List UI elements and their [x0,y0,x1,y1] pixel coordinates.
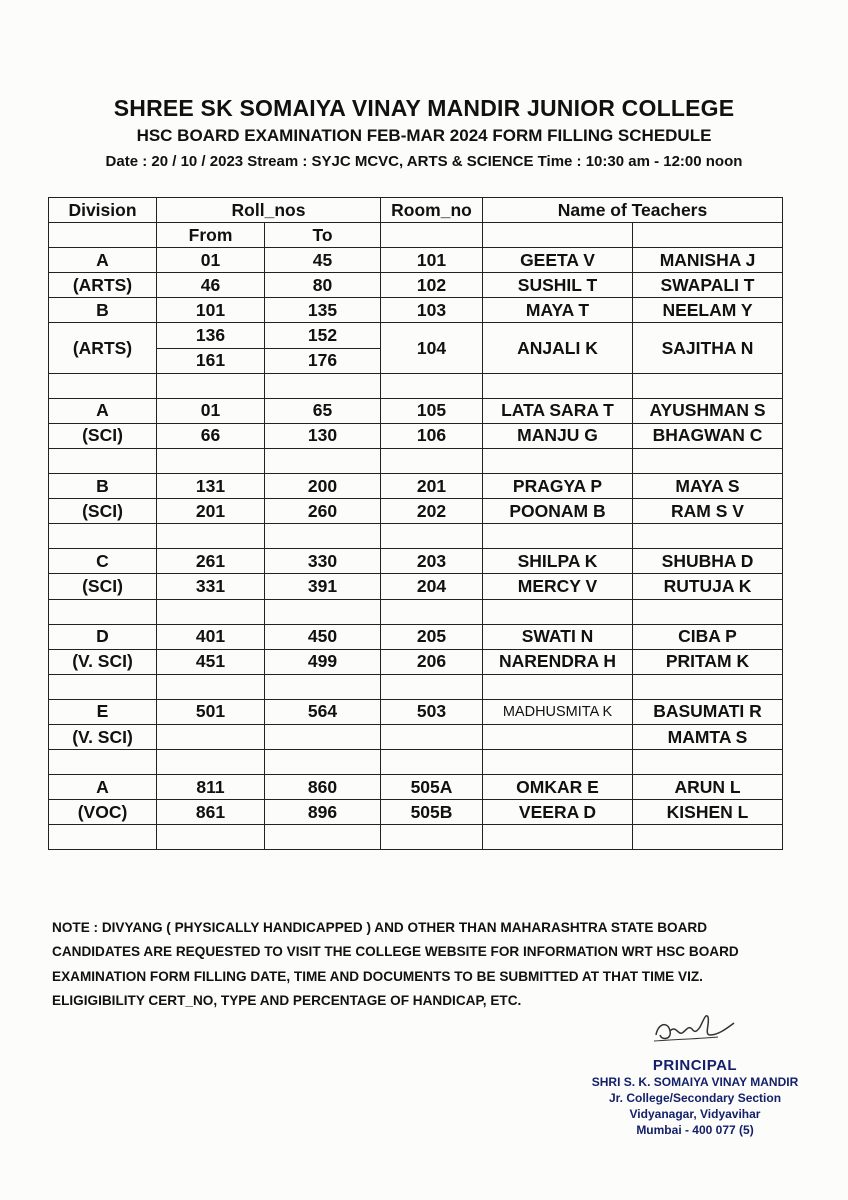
room-cell [381,448,483,473]
table-row [49,323,783,348]
teacher-1-cell: LATA SARA T [483,398,633,423]
teacher-2-cell: ARUN L [633,775,783,800]
teacher-2-cell: MANISHA J [633,248,783,273]
roll-to-cell: 135 [265,298,381,323]
roll-from-cell [157,750,265,775]
table-subheader-row [49,223,783,248]
teacher-1-cell: VEERA D [483,800,633,825]
roll-from-cell: 01 [157,248,265,273]
teacher-1-cell: POONAM B [483,499,633,524]
division-cell [49,524,157,549]
table-row [49,499,783,524]
table-row [49,800,783,825]
roll-from-cell: 101 [157,298,265,323]
roll-to-cell [265,524,381,549]
table-row [49,273,783,298]
teacher-1-cell: PRAGYA P [483,474,633,499]
division-cell [49,674,157,699]
room-cell: 505A [381,775,483,800]
principal-stamp [560,1057,830,1138]
division-cell: (V. SCI) [49,724,157,749]
roll-to-cell: 330 [265,549,381,574]
roll-to-cell: 200 [265,474,381,499]
header-room-no: Room_no [381,198,483,223]
teacher-1-cell: NARENDRA H [483,649,633,674]
roll-from-cell [157,373,265,398]
table-row [49,423,783,448]
division-cell: (V. SCI) [49,649,157,674]
teacher-2-cell: BHAGWAN C [633,423,783,448]
header-division: Division [49,198,157,223]
table-row [49,724,783,749]
division-cell: (ARTS) [49,273,157,298]
teacher-1-cell: ANJALI K [483,323,633,373]
table-row [49,574,783,599]
room-cell [381,825,483,850]
roll-to-cell: 80 [265,273,381,298]
schedule-table-body [49,198,783,850]
table-row [49,775,783,800]
division-cell: (SCI) [49,499,157,524]
roll-from-cell: 136 [157,323,265,348]
teacher-2-cell: SHUBHA D [633,549,783,574]
roll-to-cell [265,724,381,749]
room-cell: 503 [381,699,483,724]
division-cell [49,825,157,850]
division-cell [49,373,157,398]
room-cell: 105 [381,398,483,423]
table-header-row [49,198,783,223]
stamp-line: Vidyanagar, Vidyavihar [629,1107,761,1121]
room-cell: 201 [381,474,483,499]
roll-to-cell [265,825,381,850]
table-row [49,674,783,699]
division-cell: B [49,298,157,323]
teacher-2-cell: RAM S V [633,499,783,524]
teacher-2-cell [633,674,783,699]
stamp-title: PRINCIPAL [652,1057,738,1074]
room-cell: 102 [381,273,483,298]
roll-to-cell: 176 [265,348,381,373]
roll-from-cell [157,524,265,549]
table-row [49,474,783,499]
teacher-1-cell [483,448,633,473]
room-cell: 204 [381,574,483,599]
roll-from-cell [157,599,265,624]
roll-to-cell: 391 [265,574,381,599]
roll-from-cell: 261 [157,549,265,574]
roll-from-cell: 501 [157,699,265,724]
roll-to-cell: 564 [265,699,381,724]
header-from: From [157,223,265,248]
table-row [49,825,783,850]
table-row [49,549,783,574]
teacher-2-cell: SWAPALI T [633,273,783,298]
teacher-1-cell: GEETA V [483,248,633,273]
roll-to-cell [265,373,381,398]
teacher-1-cell: OMKAR E [483,775,633,800]
room-cell [381,674,483,699]
division-cell: A [49,248,157,273]
roll-from-cell: 161 [157,348,265,373]
schedule-title: HSC BOARD EXAMINATION FEB-MAR 2024 FORM FILLING SCHEDULE [136,126,712,145]
roll-from-cell: 46 [157,273,265,298]
teacher-1-cell [483,524,633,549]
roll-from-cell: 861 [157,800,265,825]
room-cell: 104 [381,323,483,373]
room-cell [381,750,483,775]
room-cell: 206 [381,649,483,674]
division-cell: E [49,699,157,724]
teacher-1-cell [483,599,633,624]
roll-from-cell: 401 [157,624,265,649]
teacher-1-cell: MANJU G [483,423,633,448]
teacher-1-cell: SUSHIL T [483,273,633,298]
teacher-2-cell: CIBA P [633,624,783,649]
teacher-1-cell: MADHUSMITA K [483,699,633,724]
teacher-1-cell [483,825,633,850]
roll-to-cell: 860 [265,775,381,800]
teacher-2-cell [633,448,783,473]
roll-from-cell: 66 [157,423,265,448]
college-name: SHREE SK SOMAIYA VINAY MANDIR JUNIOR COLLEGE [113,95,735,121]
teacher-2-cell: PRITAM K [633,649,783,674]
teacher-1-cell [483,674,633,699]
teacher-1-cell: SHILPA K [483,549,633,574]
roll-to-cell [265,599,381,624]
teacher-2-cell: BASUMATI R [633,699,783,724]
table-row [49,373,783,398]
roll-from-cell [157,825,265,850]
roll-from-cell [157,674,265,699]
subheader-empty [381,223,483,248]
header-roll-nos: Roll_nos [157,198,381,223]
roll-to-cell: 65 [265,398,381,423]
room-cell [381,724,483,749]
teacher-1-cell [483,724,633,749]
schedule-table [48,197,783,850]
roll-to-cell: 450 [265,624,381,649]
table-row [49,649,783,674]
teacher-2-cell: NEELAM Y [633,298,783,323]
teacher-2-cell: SAJITHA N [633,323,783,373]
principal-signature [648,1005,738,1053]
schedule-info: Date : 20 / 10 / 2023 Stream : SYJC MCVC, ARTS & SCIENCE Time : 10:30 am - 12:00 noon [105,153,743,170]
division-cell: A [49,775,157,800]
table-row [49,624,783,649]
division-cell: (ARTS) [49,323,157,373]
teacher-1-cell: MAYA T [483,298,633,323]
table-row [49,750,783,775]
room-cell: 203 [381,549,483,574]
header-to: To [265,223,381,248]
teacher-2-cell: RUTUJA K [633,574,783,599]
room-cell [381,373,483,398]
roll-from-cell [157,448,265,473]
table-row [49,298,783,323]
roll-to-cell: 499 [265,649,381,674]
room-cell [381,524,483,549]
division-cell [49,599,157,624]
subheader-empty [633,223,783,248]
teacher-1-cell: MERCY V [483,574,633,599]
room-cell: 101 [381,248,483,273]
division-cell: B [49,474,157,499]
division-cell: A [49,398,157,423]
table-row [49,524,783,549]
roll-to-cell: 152 [265,323,381,348]
teacher-2-cell: MAYA S [633,474,783,499]
room-cell: 505B [381,800,483,825]
table-row [49,599,783,624]
division-cell: C [49,549,157,574]
roll-from-cell [157,724,265,749]
roll-to-cell [265,448,381,473]
roll-to-cell: 130 [265,423,381,448]
roll-to-cell [265,750,381,775]
roll-to-cell: 896 [265,800,381,825]
division-cell: D [49,624,157,649]
room-cell: 106 [381,423,483,448]
teacher-1-cell [483,750,633,775]
note-text: NOTE : DIVYANG ( PHYSICALLY HANDICAPPED ) AND OTHER THAN MAHARASHTRA STATE BOARD CANDIDATES ARE REQUESTED TO VISIT THE COLLEGE WEBSITE FOR INFORMATION WRT HSC BOARD EXAMINATION FORM FILLING DATE, TIME AND DOCUMENTS TO BE SUBMITTED AT THAT TIME VIZ. ELIGIGIBILITY CERT_NO, TYPE AND PERCENTAGE OF HANDICAP, ETC. [52,920,739,1008]
roll-to-cell: 260 [265,499,381,524]
stamp-line: Jr. College/Secondary Section [608,1091,782,1105]
header-teachers: Name of Teachers [483,198,783,223]
roll-to-cell: 45 [265,248,381,273]
division-cell: (VOC) [49,800,157,825]
table-row [49,398,783,423]
division-cell: (SCI) [49,423,157,448]
teacher-2-cell: KISHEN L [633,800,783,825]
roll-from-cell: 201 [157,499,265,524]
room-cell [381,599,483,624]
room-cell: 103 [381,298,483,323]
teacher-2-cell [633,524,783,549]
room-cell: 205 [381,624,483,649]
table-row [49,248,783,273]
teacher-1-cell: SWATI N [483,624,633,649]
roll-from-cell: 01 [157,398,265,423]
teacher-2-cell [633,599,783,624]
teacher-1-cell [483,373,633,398]
stamp-line: SHRI S. K. SOMAIYA VINAY MANDIR [591,1075,799,1089]
stamp-line: Mumbai - 400 077 (5) [636,1123,754,1137]
table-row [49,448,783,473]
subheader-empty [49,223,157,248]
teacher-2-cell [633,825,783,850]
table-row [49,699,783,724]
division-cell: (SCI) [49,574,157,599]
teacher-2-cell [633,373,783,398]
division-cell [49,448,157,473]
teacher-2-cell [633,750,783,775]
roll-to-cell [265,674,381,699]
teacher-2-cell: MAMTA S [633,724,783,749]
roll-from-cell: 131 [157,474,265,499]
teacher-2-cell: AYUSHMAN S [633,398,783,423]
division-cell [49,750,157,775]
room-cell: 202 [381,499,483,524]
roll-from-cell: 451 [157,649,265,674]
subheader-empty [483,223,633,248]
roll-from-cell: 811 [157,775,265,800]
roll-from-cell: 331 [157,574,265,599]
